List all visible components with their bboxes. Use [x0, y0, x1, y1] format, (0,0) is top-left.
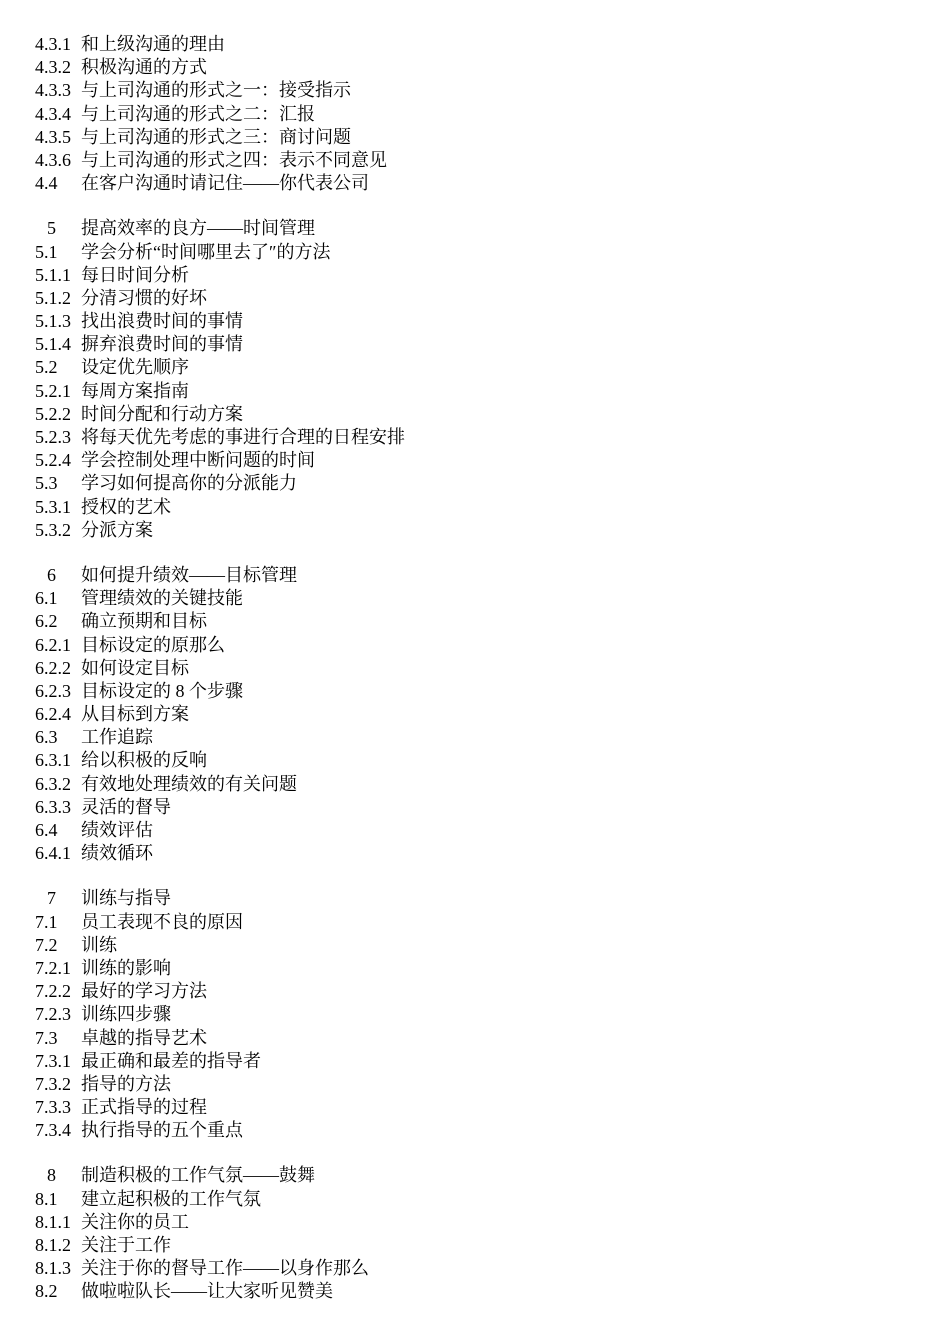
toc-entry-number: 4.3.2 — [35, 57, 71, 78]
toc-entry — [35, 1096, 915, 1119]
toc-entry-title: 灵活的督导 — [81, 796, 171, 817]
toc-entry-title: 员工表现不良的原因 — [81, 911, 243, 932]
toc-entry-title: 分清习惯的好坏 — [81, 287, 207, 308]
toc-entry — [35, 842, 915, 865]
toc-entry — [35, 680, 915, 703]
toc-entry-title: 卓越的指导艺术 — [81, 1027, 207, 1048]
toc-entry-title: 工作追踪 — [81, 727, 153, 748]
toc-entry-title: 学会分析“时间哪里去了″的方法 — [81, 241, 331, 262]
toc-entry-number: 4.3.5 — [35, 126, 71, 147]
toc-entry — [35, 33, 915, 56]
toc-entry-number: 8.2 — [35, 1281, 58, 1302]
toc-entry-number: 5 — [47, 218, 56, 239]
toc-entry — [35, 426, 915, 449]
toc-entry-title: 制造积极的工作气氛——鼓舞 — [81, 1165, 315, 1186]
toc-entry-number: 5.1.3 — [35, 311, 71, 332]
toc-entry — [35, 1188, 915, 1211]
toc-entry — [35, 773, 915, 796]
toc-entry-number: 6.2.2 — [35, 657, 71, 678]
toc-entry-title: 如何设定目标 — [81, 657, 189, 678]
toc-entry-title: 提高效率的良方——时间管理 — [81, 218, 315, 239]
toc-entry — [35, 264, 915, 287]
toc-entry-number: 5.2.3 — [35, 427, 71, 447]
toc-entry-title: 确立预期和目标 — [81, 611, 207, 632]
toc-entry-number: 8 — [47, 1165, 56, 1186]
toc-entry — [35, 310, 915, 333]
toc-entry — [35, 610, 915, 633]
toc-entry — [35, 796, 915, 819]
toc-entry-title: 授权的艺术 — [81, 496, 171, 517]
toc-entry-number: 5.2 — [35, 357, 58, 378]
toc-entry-title: 关注于工作 — [81, 1235, 171, 1255]
toc-entry — [35, 726, 915, 749]
toc-entry — [35, 657, 915, 680]
section-gap — [35, 865, 915, 887]
toc-entry-number: 5.1.2 — [35, 287, 71, 308]
toc-entry — [35, 79, 915, 102]
toc-entry — [35, 1050, 915, 1073]
toc-entry-number: 5.1 — [35, 241, 58, 262]
toc-entry — [35, 1027, 915, 1050]
toc-entry-title: 目标设定的原那么 — [81, 634, 225, 655]
toc-entry-title: 找出浪费时间的事情 — [81, 311, 243, 332]
toc-entry — [35, 1211, 915, 1234]
toc-entry — [35, 103, 915, 126]
toc-entry-number: 7.2.3 — [35, 1004, 71, 1025]
toc-entry-number: 7.2.1 — [35, 957, 71, 978]
section-gap — [35, 542, 915, 564]
toc-entry-title: 如何提升绩效——目标管理 — [81, 564, 297, 585]
toc-entry-number: 6.3.3 — [35, 796, 71, 817]
toc-entry-title: 正式指导的过程 — [81, 1097, 207, 1118]
toc-entry-title: 训练 — [81, 934, 117, 955]
toc-entry-title: 和上级沟通的理由 — [81, 34, 225, 54]
toc-entry — [35, 911, 915, 934]
toc-entry-number: 7.3.3 — [35, 1097, 71, 1118]
toc-entry-number: 5.2.1 — [35, 380, 71, 401]
toc-entry-number: 7.3 — [35, 1027, 58, 1048]
toc-entry-title: 每日时间分析 — [81, 264, 189, 285]
toc-entry-number: 6 — [47, 564, 56, 585]
toc-entry — [35, 496, 915, 519]
toc-entry-title: 与上司沟通的形式之四：表示不同意见 — [81, 149, 387, 170]
toc-entry — [35, 703, 915, 726]
toc-entry-number: 6.3.1 — [35, 750, 71, 771]
toc-chapter-heading — [35, 1164, 915, 1187]
toc-entry — [35, 449, 915, 472]
toc-entry-number: 6.3 — [35, 727, 58, 748]
toc-entry-title: 关注你的员工 — [81, 1211, 189, 1232]
toc-entry-number: 6.2.1 — [35, 634, 71, 655]
toc-entry-number: 7.2 — [35, 934, 58, 955]
toc-entry-title: 从目标到方案 — [81, 704, 189, 725]
toc-entry — [35, 957, 915, 980]
toc-entry-number: 8.1.2 — [35, 1235, 71, 1255]
toc-entry — [35, 287, 915, 310]
toc-entry-title: 做啦啦队长——让大家听见赞美 — [81, 1281, 333, 1302]
toc-entry-title: 摒弃浪费时间的事情 — [81, 334, 243, 355]
toc-entry-number: 8.1.3 — [35, 1258, 71, 1279]
toc-entry-number: 6.2.4 — [35, 704, 71, 725]
toc-entry-title: 每周方案指南 — [81, 380, 189, 401]
toc-entry-title: 在客户沟通时请记住——你代表公司 — [81, 173, 369, 194]
section-gap — [35, 195, 915, 217]
toc-entry-title: 时间分配和行动方案 — [81, 403, 243, 424]
toc-entry — [35, 1257, 915, 1280]
toc-entry-number: 7.1 — [35, 911, 58, 932]
toc-entry-title: 学习如何提高你的分派能力 — [81, 473, 297, 494]
toc-entry-title: 训练四步骤 — [81, 1004, 171, 1025]
toc-entry-title: 设定优先顺序 — [81, 357, 189, 378]
toc-entry-number: 6.1 — [35, 588, 58, 609]
toc-entry-title: 最正确和最差的指导者 — [81, 1050, 261, 1071]
toc-entry — [35, 980, 915, 1003]
toc-entry — [35, 1073, 915, 1096]
toc-entry-title: 学会控制处理中断问题的时间 — [81, 450, 315, 471]
toc-entry — [35, 1119, 915, 1142]
toc-entry-title: 积极沟通的方式 — [81, 57, 207, 78]
toc-entry — [35, 56, 915, 79]
toc-entry — [35, 1003, 915, 1026]
toc-entry — [35, 403, 915, 426]
toc-entry-number: 7.3.2 — [35, 1073, 71, 1094]
toc-entry-number: 5.1.4 — [35, 334, 71, 355]
toc-entry-title: 与上司沟通的形式之二：汇报 — [81, 103, 315, 124]
toc-entry-title: 建立起积极的工作气氛 — [81, 1188, 261, 1209]
toc-entry-number: 5.1.1 — [35, 264, 71, 285]
toc-entry-title: 关注于你的督导工作——以身作那么 — [81, 1258, 369, 1279]
toc-entry-title: 将每天优先考虑的事进行合理的日程安排 — [81, 427, 405, 447]
toc-entry — [35, 934, 915, 957]
toc-entry — [35, 380, 915, 403]
toc-entry-title: 绩效评估 — [81, 820, 153, 840]
toc-entry-number: 4.3.6 — [35, 149, 71, 170]
toc-entry-title: 与上司沟通的形式之三：商讨问题 — [81, 126, 351, 147]
toc-entry — [35, 126, 915, 149]
toc-chapter-heading — [35, 564, 915, 587]
toc-entry — [35, 1280, 915, 1303]
toc-entry-number: 5.3.2 — [35, 519, 71, 540]
toc-entry-title: 执行指导的五个重点 — [81, 1120, 243, 1141]
toc-entry — [35, 634, 915, 657]
toc-entry — [35, 241, 915, 264]
toc-entry-number: 7.3.4 — [35, 1120, 71, 1141]
toc-entry-title: 指导的方法 — [81, 1073, 171, 1094]
toc-entry-title: 最好的学习方法 — [81, 981, 207, 1002]
toc-entry-number: 5.3 — [35, 473, 58, 494]
toc-entry-number: 7 — [47, 888, 56, 909]
toc-entry-number: 4.3.1 — [35, 34, 71, 54]
toc-entry-number: 6.3.2 — [35, 773, 71, 794]
toc-entry-number: 6.4.1 — [35, 843, 71, 864]
toc-entry — [35, 472, 915, 495]
toc-entry-number: 7.3.1 — [35, 1050, 71, 1071]
toc-entry — [35, 1234, 915, 1257]
toc-entry-number: 8.1 — [35, 1188, 58, 1209]
toc-entry-number: 6.4 — [35, 820, 58, 840]
toc-entry — [35, 172, 915, 195]
toc-entry-number: 6.2.3 — [35, 680, 71, 701]
toc-entry-number: 6.2 — [35, 611, 58, 632]
toc-entry-number: 4.4 — [35, 173, 58, 194]
toc-entry-title: 目标设定的 8 个步骤 — [81, 680, 243, 701]
toc-entry-number: 4.3.4 — [35, 103, 71, 124]
document-page — [35, 33, 915, 1304]
toc-entry-number: 8.1.1 — [35, 1211, 71, 1232]
toc-entry-title: 有效地处理绩效的有关问题 — [81, 773, 297, 794]
toc-entry — [35, 749, 915, 772]
toc-chapter-heading — [35, 217, 915, 240]
toc-entry-title: 绩效循环 — [81, 843, 153, 864]
toc-entry-title: 管理绩效的关键技能 — [81, 588, 243, 609]
toc-entry-title: 给以积极的反响 — [81, 750, 207, 771]
toc-entry-title: 训练与指导 — [81, 888, 171, 909]
toc-entry — [35, 587, 915, 610]
toc-entry — [35, 149, 915, 172]
toc-entry-number: 5.3.1 — [35, 496, 71, 517]
toc-entry-number: 5.2.4 — [35, 450, 71, 471]
toc-entry — [35, 819, 915, 842]
toc-entry-number: 7.2.2 — [35, 981, 71, 1002]
toc-entry-title: 分派方案 — [81, 519, 153, 540]
toc-entry-number: 4.3.3 — [35, 80, 71, 101]
toc-entry-title: 与上司沟通的形式之一：接受指示 — [81, 80, 351, 101]
toc-entry — [35, 519, 915, 542]
toc-entry — [35, 333, 915, 356]
toc-entry — [35, 356, 915, 379]
toc-chapter-heading — [35, 887, 915, 910]
section-gap — [35, 1142, 915, 1164]
toc-entry-number: 5.2.2 — [35, 403, 71, 424]
toc-entry-title: 训练的影响 — [81, 957, 171, 978]
